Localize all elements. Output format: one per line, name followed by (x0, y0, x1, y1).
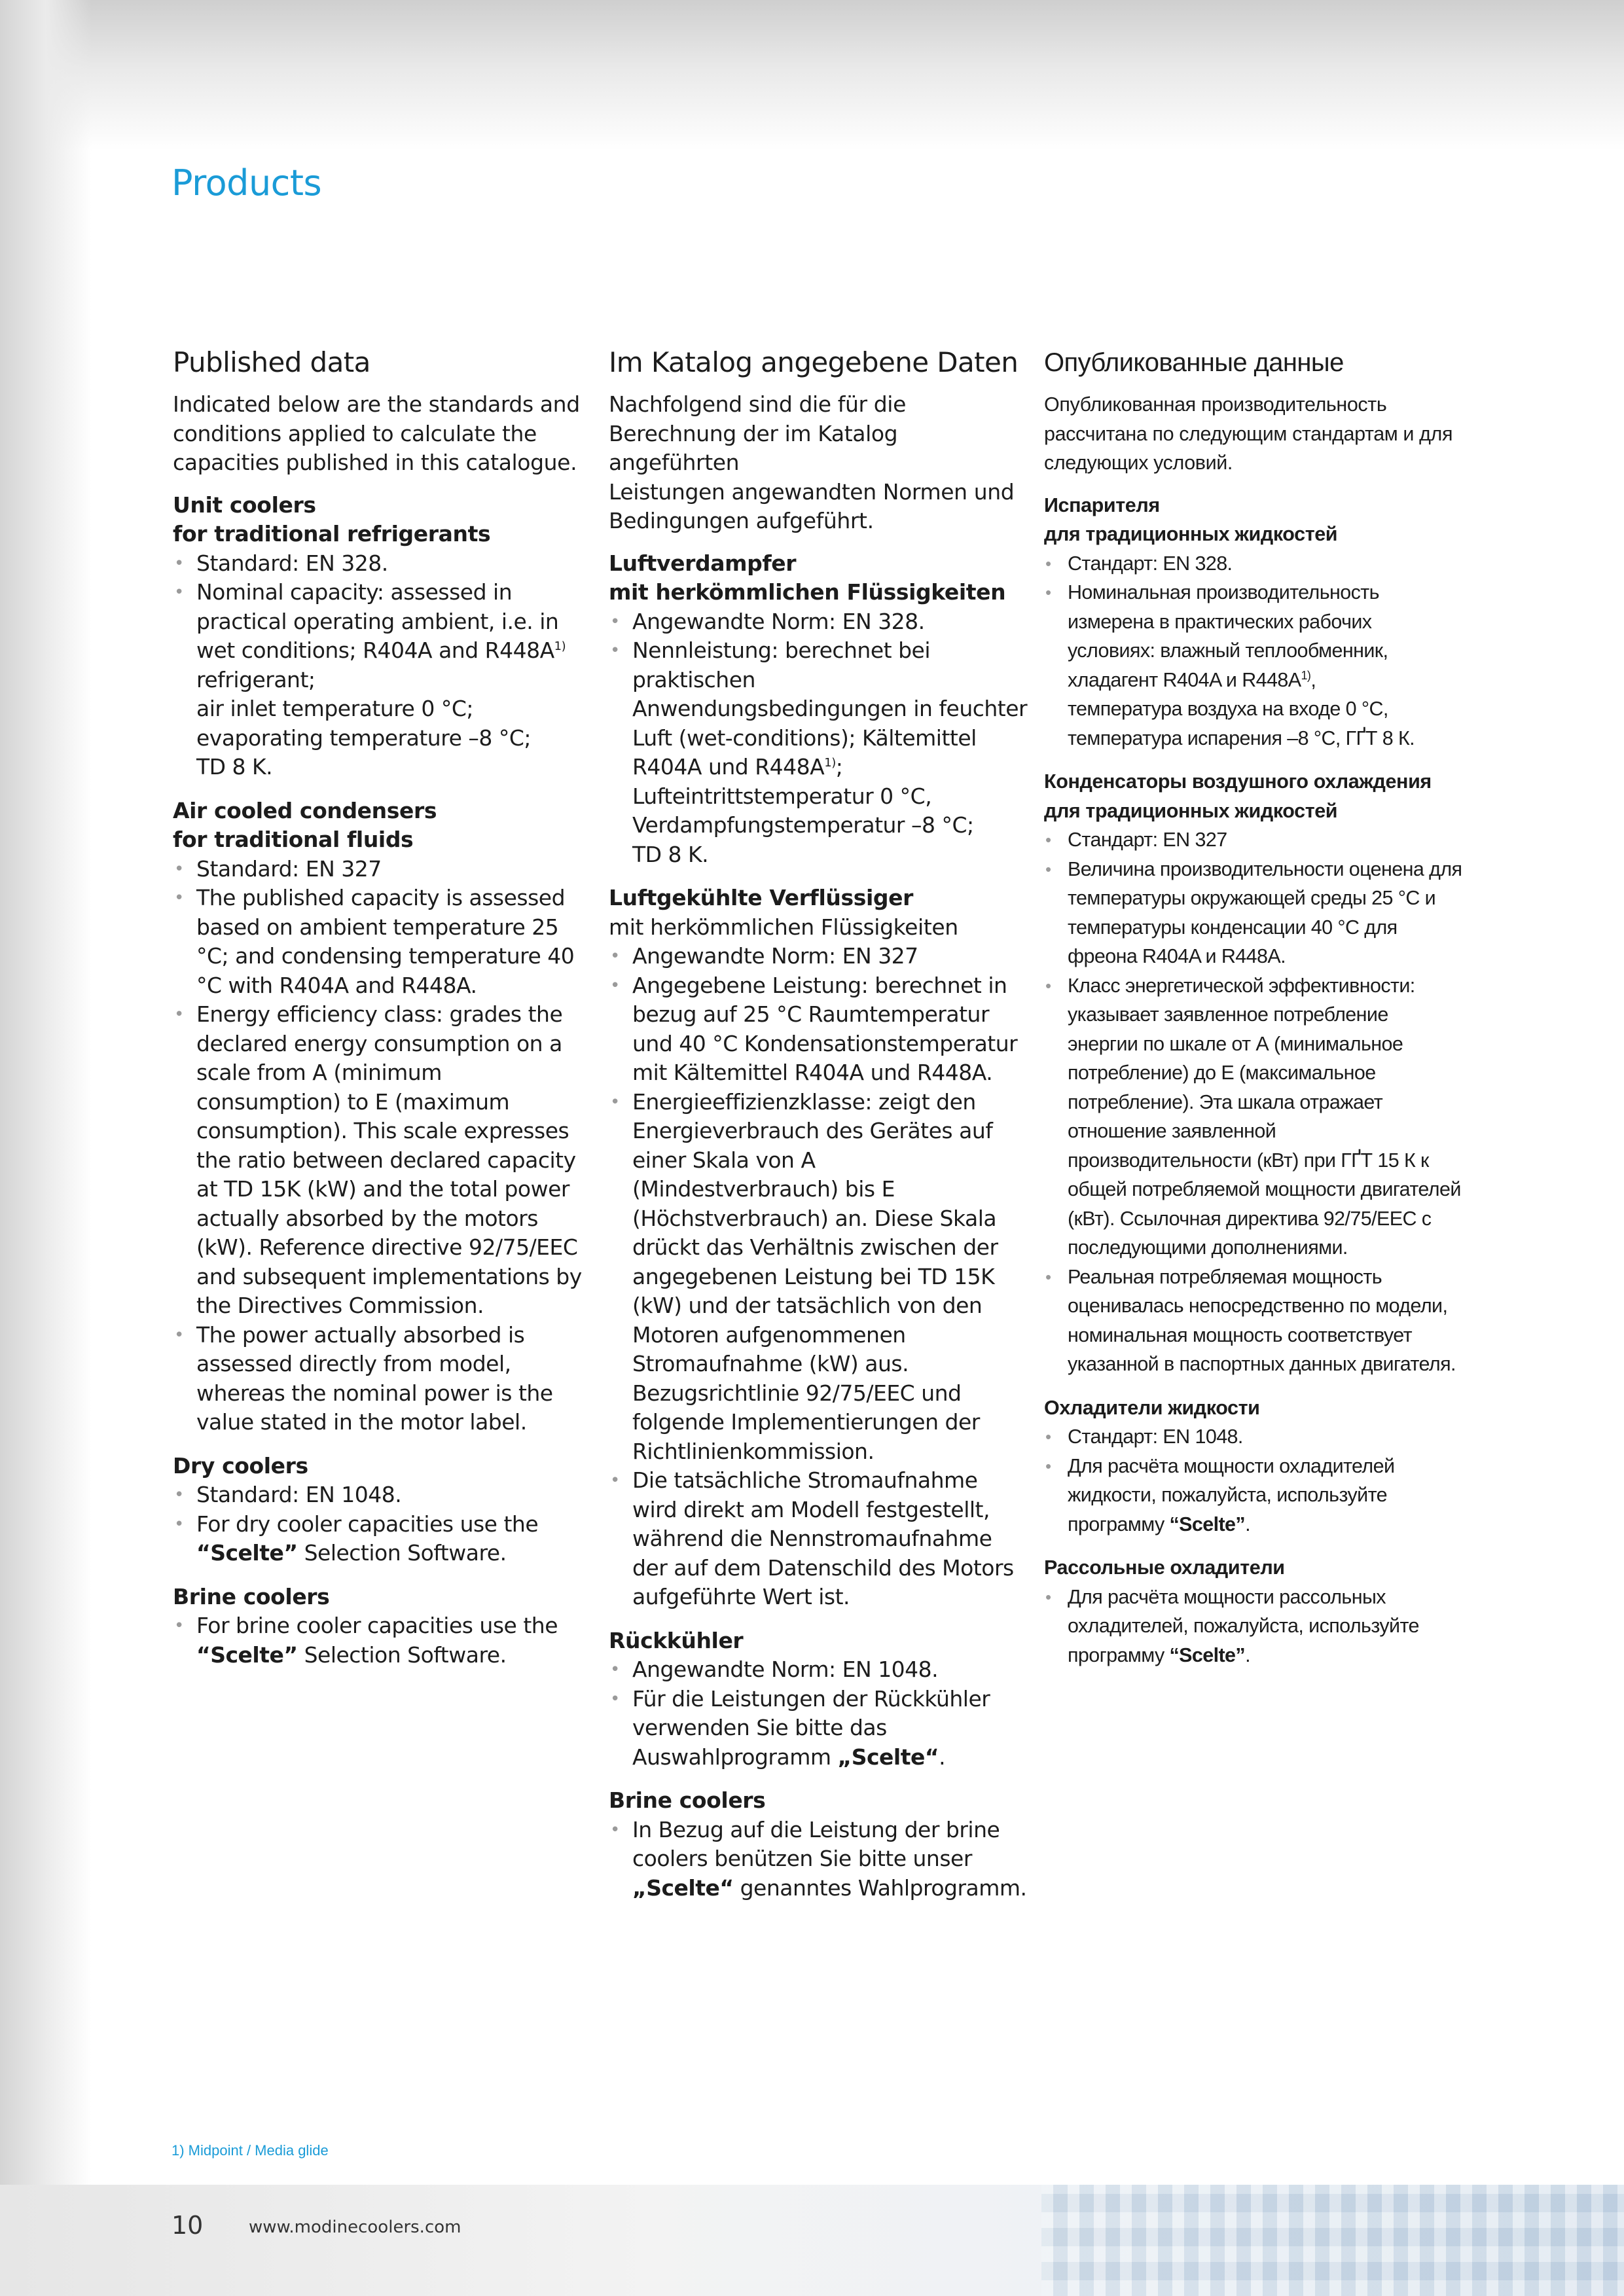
section-title: Luftverdampfer mit herkömmlichen Flüssigkeiten (609, 550, 1006, 605)
list-item: • Класс энергетической эффективности: указывает заявленное потребление энергии по шкале от А (минимальное потребление) до Е (максимальное потребление). Эта шкала отражает отношение заявленной производительности (кВт) при ГҐТ 15 К к общей потребляемой мощности двигателей (кВт). Ссылочная директива 92/75/EEC с последующими дополнениями. (1044, 971, 1463, 1263)
list-item: • Для расчёта мощности рассольных охладителей, пожалуйста, используйте программу “Scelte”. (1044, 1583, 1463, 1670)
list-item: • Angewandte Norm: EN 328. (609, 607, 1028, 637)
column-heading: Im Katalog angegebene Daten (609, 346, 1019, 378)
list-item: • Реальная потребляемая мощность оценивалась непосредственно по модели, номинальная мощность соответствует указанной в паспортных данных двигателя. (1044, 1263, 1463, 1379)
section-title: Охладители жидкости (1044, 1396, 1260, 1419)
bullet-list (1044, 549, 1463, 753)
list-item: • Standard: EN 1048. (173, 1480, 592, 1510)
bullet-list (173, 1611, 592, 1670)
list-item: • Angegebene Leistung: berechnet in bezug auf 25 °C Raumtemperatur und 40 °C Kondensationstemperatur mit Kältemittel R404A und R448A. (609, 971, 1028, 1088)
column-russian (1044, 344, 1463, 1684)
list-item: • Стандарт: EN 328. (1044, 549, 1463, 579)
list-item: • Для расчёта мощности охладителей жидкости, пожалуйста, используйте программу “Scelte”. (1044, 1452, 1463, 1539)
list-item: • Standard: EN 327 (173, 855, 592, 884)
section-title: Rückkühler (609, 1627, 744, 1653)
page-title: Products (171, 162, 322, 204)
list-item: • Standard: EN 328. (173, 549, 592, 579)
section-title: Испарителя для традиционных жидкостей (1044, 493, 1338, 545)
list-item: • Für die Leistungen der Rückkühler verwenden Sie bitte das Auswahlprogramm „Scelte“. (609, 1685, 1028, 1772)
bullet-list (173, 549, 592, 782)
column-english (173, 344, 592, 1684)
intro-text: Indicated below are the standards and conditions applied to calculate the capacities published in this catalogue. (173, 391, 580, 475)
list-item: • Die tatsächliche Stromaufnahme wird direkt am Modell festgestellt, während die Nennstromaufnahme der auf dem Datenschild des Motors aufgeführte Wert ist. (609, 1466, 1028, 1612)
intro-text: Опубликованная производительность рассчитана по следующим стандартам и для следующих условий. (1044, 393, 1453, 474)
section-title: Air cooled condensers for traditional fluids (173, 797, 437, 852)
list-item: • Nominal capacity: assessed in practical operating ambient, i.e. in wet conditions; R404A and $R448A^{1)}$ refrigerant; air inlet temperature 0 °C; evaporating temperature –8 °C; TD 8 K. (173, 578, 592, 782)
page-left-gradient (0, 0, 92, 2296)
bullet-list (173, 855, 592, 1437)
column-german (609, 344, 1028, 1917)
bullet-list (609, 942, 1028, 1612)
section-title: Unit coolers for traditional refrigerants (173, 492, 491, 547)
list-item: • Energieeffizienzklasse: zeigt den Energieverbrauch des Gerätes auf einer Skala von A (Mindestverbrauch) bis E (Höchstverbrauch) an. Diese Skala drückt das Verhältnis zwischen der angegebenen Leistung bei TD 15K (kW) und der tatsächlich von den Motoren aufgenommenen Stromaufnahme (kW) aus. Bezugsrichtlinie 92/75/EEC und folgende Implementierungen der Richtlinienkommission. (609, 1088, 1028, 1467)
list-item: • For brine cooler capacities use the “Scelte” Selection Software. (173, 1611, 592, 1670)
bullet-list (1044, 1422, 1463, 1539)
list-item: • Angewandte Norm: EN 1048. (609, 1655, 1028, 1685)
footer-photo (1041, 2185, 1624, 2296)
bullet-list (173, 1480, 592, 1568)
page-header-gradient (0, 0, 1624, 151)
section-title: Конденсаторы воздушного охлаждения для традиционных жидкостей (1044, 770, 1432, 822)
column-heading: Опубликованные данные (1044, 348, 1344, 377)
bullet-list (1044, 825, 1463, 1379)
website-url: www.modinecoolers.com (249, 2217, 461, 2237)
page-number: 10 (171, 2211, 204, 2240)
section-title: Luftgekühlte Verflüssiger mit herkömmlichen Flüssigkeiten (609, 885, 958, 940)
list-item: • Energy efficiency class: grades the declared energy consumption on a scale from A (minimum consumption) to E (maximum consumption). This scale expresses the ratio between declared capacity at TD 15K (kW) and the total power actually absorbed by the motors (kW). Reference directive 92/75/EEC and subsequent implementations by the Directives Commission. (173, 1000, 592, 1321)
bullet-list (1044, 1583, 1463, 1670)
list-item: • Nennleistung: berechnet bei praktischen Anwendungsbedingungen in feuchter Luft (wet-conditions); Kältemittel R404A und $R448A^{1)}$; Lufteintrittstemperatur 0 °C, Verdampfungstemperatur –8 °C; TD 8 K. (609, 636, 1028, 869)
list-item: • Стандарт: EN 1048. (1044, 1422, 1463, 1452)
bullet-list (609, 607, 1028, 870)
list-item: • Величина производительности оценена для температуры окружающей среды 25 °С и температуры конденсации 40 °С для фреона R404A и R448A. (1044, 855, 1463, 971)
list-item: • For dry cooler capacities use the “Scelte” Selection Software. (173, 1510, 592, 1568)
list-item: • In Bezug auf die Leistung der brine coolers benützen Sie bitte unser „Scelte“ genanntes Wahlprogramm. (609, 1816, 1028, 1903)
section-title: Brine coolers (173, 1583, 330, 1609)
footnote: 1) Midpoint / Media glide (171, 2142, 329, 2159)
list-item: • The published capacity is assessed based on ambient temperature 25 °C; and condensing temperature 40 °C with R404A and R448A. (173, 884, 592, 1000)
list-item: • Angewandte Norm: EN 327 (609, 942, 1028, 971)
column-heading: Published data (173, 346, 370, 378)
intro-text: Nachfolgend sind die für die Berechnung der im Katalog angeführten Leistungen angewandten Normen und Bedingungen aufgeführt. (609, 391, 1015, 533)
list-item: • Номинальная производительность измерена в практических рабочих условиях: влажный теплообменник, хладагент R404A и $R448A^{1)}$, температура воздуха на входе 0 °С, температура испарения –8 °С, ГҐТ 8 К. (1044, 578, 1463, 753)
list-item: • The power actually absorbed is assessed directly from model, whereas the nominal power is the value stated in the motor label. (173, 1321, 592, 1437)
section-title: Brine coolers (609, 1787, 766, 1813)
list-item: • Стандарт: EN 327 (1044, 825, 1463, 855)
bullet-list (609, 1655, 1028, 1772)
section-title: Рассольные охладители (1044, 1556, 1285, 1579)
section-title: Dry coolers (173, 1452, 308, 1479)
bullet-list (609, 1816, 1028, 1903)
